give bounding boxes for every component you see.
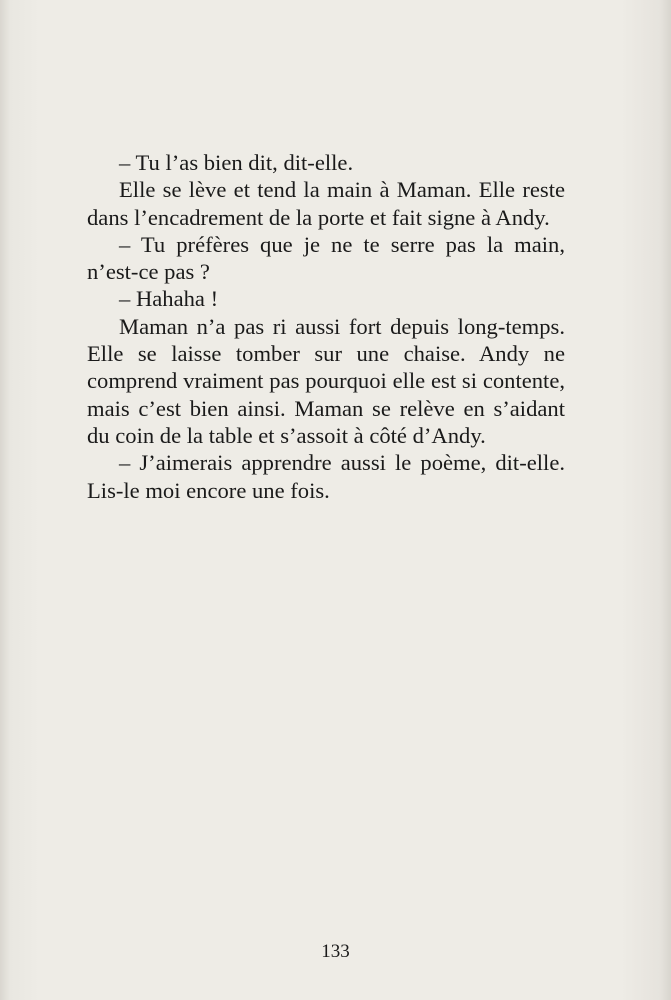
paragraph-3: – Tu préfères que je ne te serre pas la main, n’est-ce pas ? bbox=[87, 231, 565, 285]
paragraph-5: Maman n’a pas ri aussi fort depuis long-temps. Elle se laisse tomber sur une chaise. Andy ne comprend vraiment pas pourquoi elle est si contente, mais c’est bien ainsi. Maman se relève en s’aidant du coin de la table et s’assoit à côté d’Andy. bbox=[87, 313, 565, 448]
paragraph-6: – J’aimerais apprendre aussi le poème, dit-elle. Lis-le moi encore une fois. bbox=[87, 450, 565, 503]
paragraph-4: – Hahaha ! bbox=[119, 286, 219, 312]
page-number: 133 bbox=[321, 941, 350, 962]
paragraph-2: Elle se lève et tend la main à Maman. Elle reste dans l’encadrement de la porte et fait signe à Andy. bbox=[87, 177, 565, 230]
paragraph-1: – Tu l’as bien dit, dit-elle. bbox=[119, 150, 354, 175]
body-text bbox=[87, 149, 565, 504]
